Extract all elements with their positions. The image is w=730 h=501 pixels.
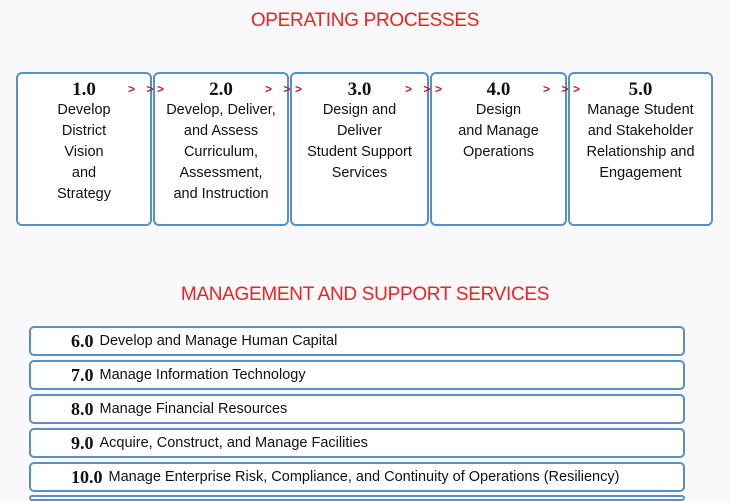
service-number: 8.0 [71,398,94,419]
process-number: 4.0 [486,79,511,100]
process-label: Design and Manage Operations [458,102,539,160]
process-number: 1.0 [72,79,96,100]
service-row-8 [29,394,685,424]
flow-arrow-icon: > > [128,82,158,96]
service-row-6 [29,326,685,356]
process-label: Develop District Vision and Strategy [57,102,111,202]
flow-arrow-icon: > > [265,82,295,96]
flow-arrow-icon: > > [405,82,435,96]
process-number: 3.0 [347,79,372,100]
process-number: 2.0 [209,79,233,100]
process-label: Manage Student and Stakeholder Relationship and Engagement [586,102,695,181]
service-label: Manage Information Technology [99,367,306,383]
service-row-10 [29,462,685,492]
service-number: 7.0 [71,364,94,385]
service-label: Manage Financial Resources [99,401,288,417]
process-label: Design and Deliver Student Support Services [307,102,412,181]
process-label: Develop, Deliver, and Assess Curriculum, Assessment, and Instruction [166,102,276,202]
flow-arrow-icon: > [295,82,307,96]
flow-arrow-icon: > [435,82,447,96]
service-row-9 [29,428,685,458]
flow-arrow-icon: > [157,82,169,96]
operating-processes-heading: OPERATING PROCESSES [250,10,480,31]
process-number: 5.0 [628,79,653,100]
service-row-7 [29,360,685,390]
service-number: 6.0 [71,330,94,351]
service-label: Acquire, Construct, and Manage Facilities [99,435,368,451]
service-number: 9.0 [71,432,94,453]
flow-arrow-icon: > [573,82,585,96]
service-number: 10.0 [71,466,103,487]
flow-arrow-icon: > > [543,82,573,96]
service-label: Manage Enterprise Risk, Compliance, and Continuity of Operations (Resiliency) [108,469,620,485]
process-box-5 [568,72,713,226]
service-row-partial [29,495,685,501]
management-support-heading: MANAGEMENT AND SUPPORT SERVICES [180,284,550,305]
service-label: Develop and Manage Human Capital [99,333,338,349]
